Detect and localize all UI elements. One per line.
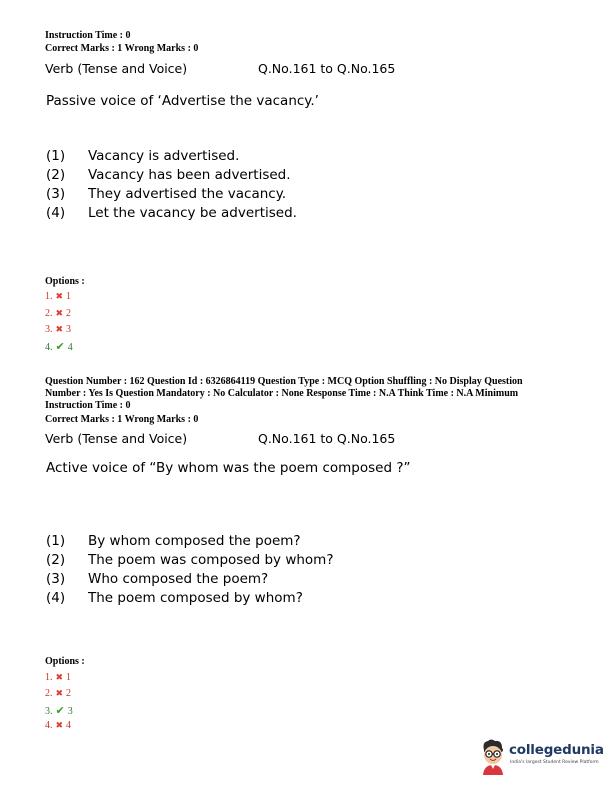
option-value: 3 <box>67 706 73 717</box>
option-value: 2 <box>66 688 72 699</box>
option-item <box>45 308 71 319</box>
check-icon: ✔ <box>55 705 65 717</box>
choice-text: The poem was composed by whom? <box>88 552 334 568</box>
option-item <box>45 720 71 731</box>
collegedunia-logo <box>478 738 606 780</box>
option-item <box>45 291 71 302</box>
choice-item <box>46 590 303 606</box>
choice-text: Vacancy has been advertised. <box>88 167 291 183</box>
option-value: 2 <box>66 308 72 319</box>
option-item <box>45 324 71 335</box>
instruction-time: Instruction Time : 0 <box>45 30 131 41</box>
choice-item <box>46 533 301 549</box>
choice-item <box>46 571 268 587</box>
option-prefix: 1. <box>45 672 53 683</box>
choice-item <box>46 148 239 164</box>
choice-text: Who composed the poem? <box>88 571 269 587</box>
choice-item <box>46 552 334 568</box>
logo-tagline: India's largest Student Review Platform <box>510 760 599 765</box>
option-prefix: 3. <box>45 324 53 335</box>
choice-text: They advertised the vacancy. <box>88 186 287 202</box>
choice-number: (1) <box>46 148 66 164</box>
choice-text: By whom composed the poem? <box>88 533 301 549</box>
option-prefix: 4. <box>45 720 53 731</box>
cross-icon: ✖ <box>55 291 64 301</box>
option-prefix: 3. <box>45 706 53 717</box>
option-value: 3 <box>66 324 72 335</box>
question-range: Q.No.161 to Q.No.165 <box>258 61 396 76</box>
choice-number: (4) <box>46 205 66 221</box>
choice-text: Vacancy is advertised. <box>88 148 240 164</box>
option-prefix: 2. <box>45 308 53 319</box>
question-text: Passive voice of ‘Advertise the vacancy.’ <box>46 93 319 109</box>
choice-item <box>46 186 286 202</box>
option-value: 4 <box>67 342 73 353</box>
check-icon: ✔ <box>55 341 65 353</box>
cross-icon: ✖ <box>55 688 64 698</box>
choice-number: (4) <box>46 590 66 606</box>
choice-number: (2) <box>46 167 66 183</box>
choice-number: (3) <box>46 571 66 587</box>
option-prefix: 4. <box>45 342 53 353</box>
instruction-time: Instruction Time : 0 <box>45 400 131 411</box>
topic-label: Verb (Tense and Voice) <box>45 431 188 446</box>
question-header-line: Number : Yes Is Question Mandatory : No Calculator : None Response Time : N.A Think Time : N.A Minimum <box>45 388 519 399</box>
question-range: Q.No.161 to Q.No.165 <box>258 431 396 446</box>
marks-info: Correct Marks : 1 Wrong Marks : 0 <box>45 43 199 54</box>
mascot-icon <box>478 738 508 776</box>
option-item <box>45 340 73 353</box>
choice-text: The poem composed by whom? <box>88 590 303 606</box>
topic-label: Verb (Tense and Voice) <box>45 61 188 76</box>
question-text: Active voice of “By whom was the poem composed ?” <box>46 460 411 476</box>
cross-icon: ✖ <box>55 720 64 730</box>
option-item <box>45 704 73 717</box>
question-header-line: Question Number : 162 Question Id : 6326864119 Question Type : MCQ Option Shuffling : No Display Question <box>45 376 523 387</box>
choice-number: (3) <box>46 186 66 202</box>
option-prefix: 2. <box>45 688 53 699</box>
option-prefix: 1. <box>45 291 53 302</box>
options-label: Options : <box>45 656 85 667</box>
choice-item <box>46 167 291 183</box>
option-item <box>45 688 71 699</box>
option-value: 1 <box>66 291 72 302</box>
marks-info: Correct Marks : 1 Wrong Marks : 0 <box>45 414 199 425</box>
option-value: 1 <box>66 672 72 683</box>
choice-number: (1) <box>46 533 66 549</box>
options-label: Options : <box>45 276 85 287</box>
choice-item <box>46 205 297 221</box>
choice-number: (2) <box>46 552 66 568</box>
option-value: 4 <box>66 720 72 731</box>
option-item <box>45 672 71 683</box>
logo-text: collegedunia <box>509 742 604 758</box>
choice-text: Let the vacancy be advertised. <box>88 205 297 221</box>
cross-icon: ✖ <box>55 324 64 334</box>
cross-icon: ✖ <box>55 672 64 682</box>
cross-icon: ✖ <box>55 308 64 318</box>
